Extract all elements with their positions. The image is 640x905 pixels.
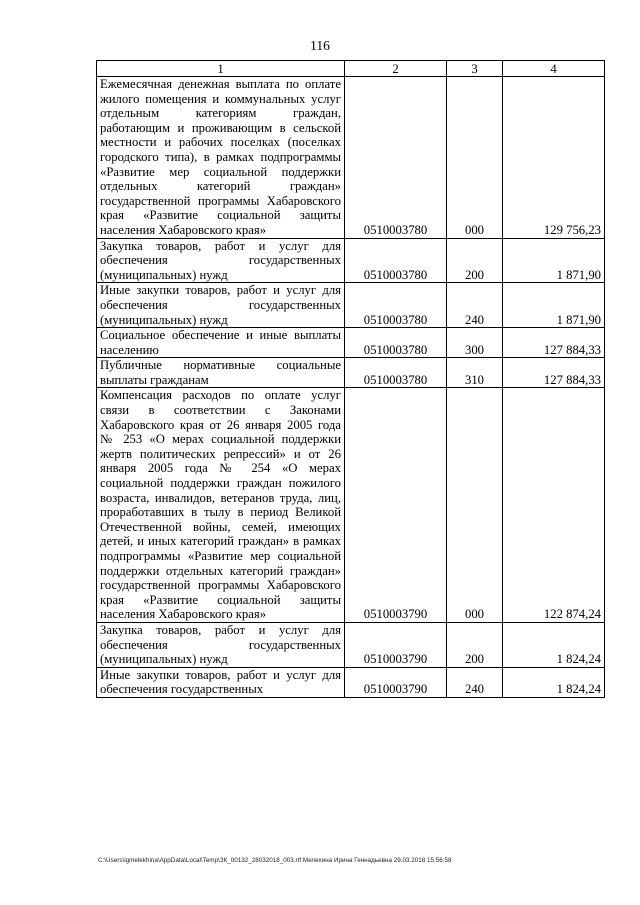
column-header-3: 3 — [447, 61, 503, 77]
row-expense-type: 200 — [447, 238, 503, 283]
row-sum: 122 874,24 — [503, 388, 605, 623]
row-name: Публичные нормативные социальные выплаты гражданам — [97, 358, 345, 388]
row-name: Социальное обеспечение и иные выплаты населению — [97, 328, 345, 358]
table-row — [97, 238, 605, 283]
row-target-code: 0510003790 — [345, 667, 447, 697]
row-expense-type: 310 — [447, 358, 503, 388]
row-expense-type: 240 — [447, 283, 503, 328]
row-sum: 129 756,23 — [503, 77, 605, 239]
table-row — [97, 388, 605, 623]
row-sum: 1 824,24 — [503, 667, 605, 697]
row-target-code: 0510003780 — [345, 238, 447, 283]
page-number: 116 — [310, 38, 330, 53]
row-expense-type: 300 — [447, 328, 503, 358]
table-row — [97, 358, 605, 388]
row-sum: 1 871,90 — [503, 283, 605, 328]
table-row — [97, 283, 605, 328]
table-row — [97, 622, 605, 667]
row-expense-type: 000 — [447, 388, 503, 623]
table-row — [97, 77, 605, 239]
row-name: Закупка товаров, работ и услуг для обеспечения государственных (муниципальных) нужд — [97, 622, 345, 667]
row-name: Закупка товаров, работ и услуг для обеспечения государственных (муниципальных) нужд — [97, 238, 345, 283]
row-expense-type: 000 — [447, 77, 503, 239]
row-expense-type: 200 — [447, 622, 503, 667]
row-target-code: 0510003780 — [345, 358, 447, 388]
footer-file-path: C:\Users\igmelekhina\AppData\Local\Temp\ЗК_00132_28032018_003.rtf Мелехина Ирина Геннадьевна 29.03.2018 15:56:58 — [98, 857, 452, 864]
table-header-row — [97, 61, 605, 77]
row-target-code: 0510003780 — [345, 77, 447, 239]
row-name: Ежемесячная денежная выплата по оплате жилого помещения и коммунальных услуг отдельным категориям граждан, работающим и проживающим в сельской местности и рабочих поселках (поселках городского типа), в рамках подпрограммы «Развитие мер социальной поддержки отдельных категорий граждан» государственной программы Хабаровского края «Развитие социальной защиты населения Хабаровского края» — [97, 77, 345, 239]
row-target-code: 0510003790 — [345, 388, 447, 623]
row-name: Компенсация расходов по оплате услуг связи в соответствии с Законами Хабаровского края от 26 января 2005 года № 253 «О мерах социальной поддержки жертв политических репрессий» и от 26 января 2005 года № 254 «О мерах социальной поддержки граждан пожилого возраста, инвалидов, ветеранов труда, лиц, проработавших в тылу в период Великой Отечественной войны, семей, имеющих детей, и иных категорий граждан» в рамках подпрограммы «Развитие мер социальной поддержки отдельных категорий граждан» государственной программы Хабаровского края «Развитие социальной защиты населения Хабаровского края» — [97, 388, 345, 623]
column-header-1: 1 — [97, 61, 345, 77]
row-target-code: 0510003780 — [345, 328, 447, 358]
row-sum: 1 871,90 — [503, 238, 605, 283]
row-sum: 127 884,33 — [503, 358, 605, 388]
row-sum: 127 884,33 — [503, 328, 605, 358]
row-expense-type: 240 — [447, 667, 503, 697]
table-row — [97, 667, 605, 697]
row-name: Иные закупки товаров, работ и услуг для обеспечения государственных (муниципальных) нужд — [97, 283, 345, 328]
table-row — [97, 328, 605, 358]
column-header-2: 2 — [345, 61, 447, 77]
row-name: Иные закупки товаров, работ и услуг для обеспечения государственных — [97, 667, 345, 697]
row-target-code: 0510003780 — [345, 283, 447, 328]
row-target-code: 0510003790 — [345, 622, 447, 667]
column-header-4: 4 — [503, 61, 605, 77]
row-sum: 1 824,24 — [503, 622, 605, 667]
budget-table — [96, 60, 605, 698]
